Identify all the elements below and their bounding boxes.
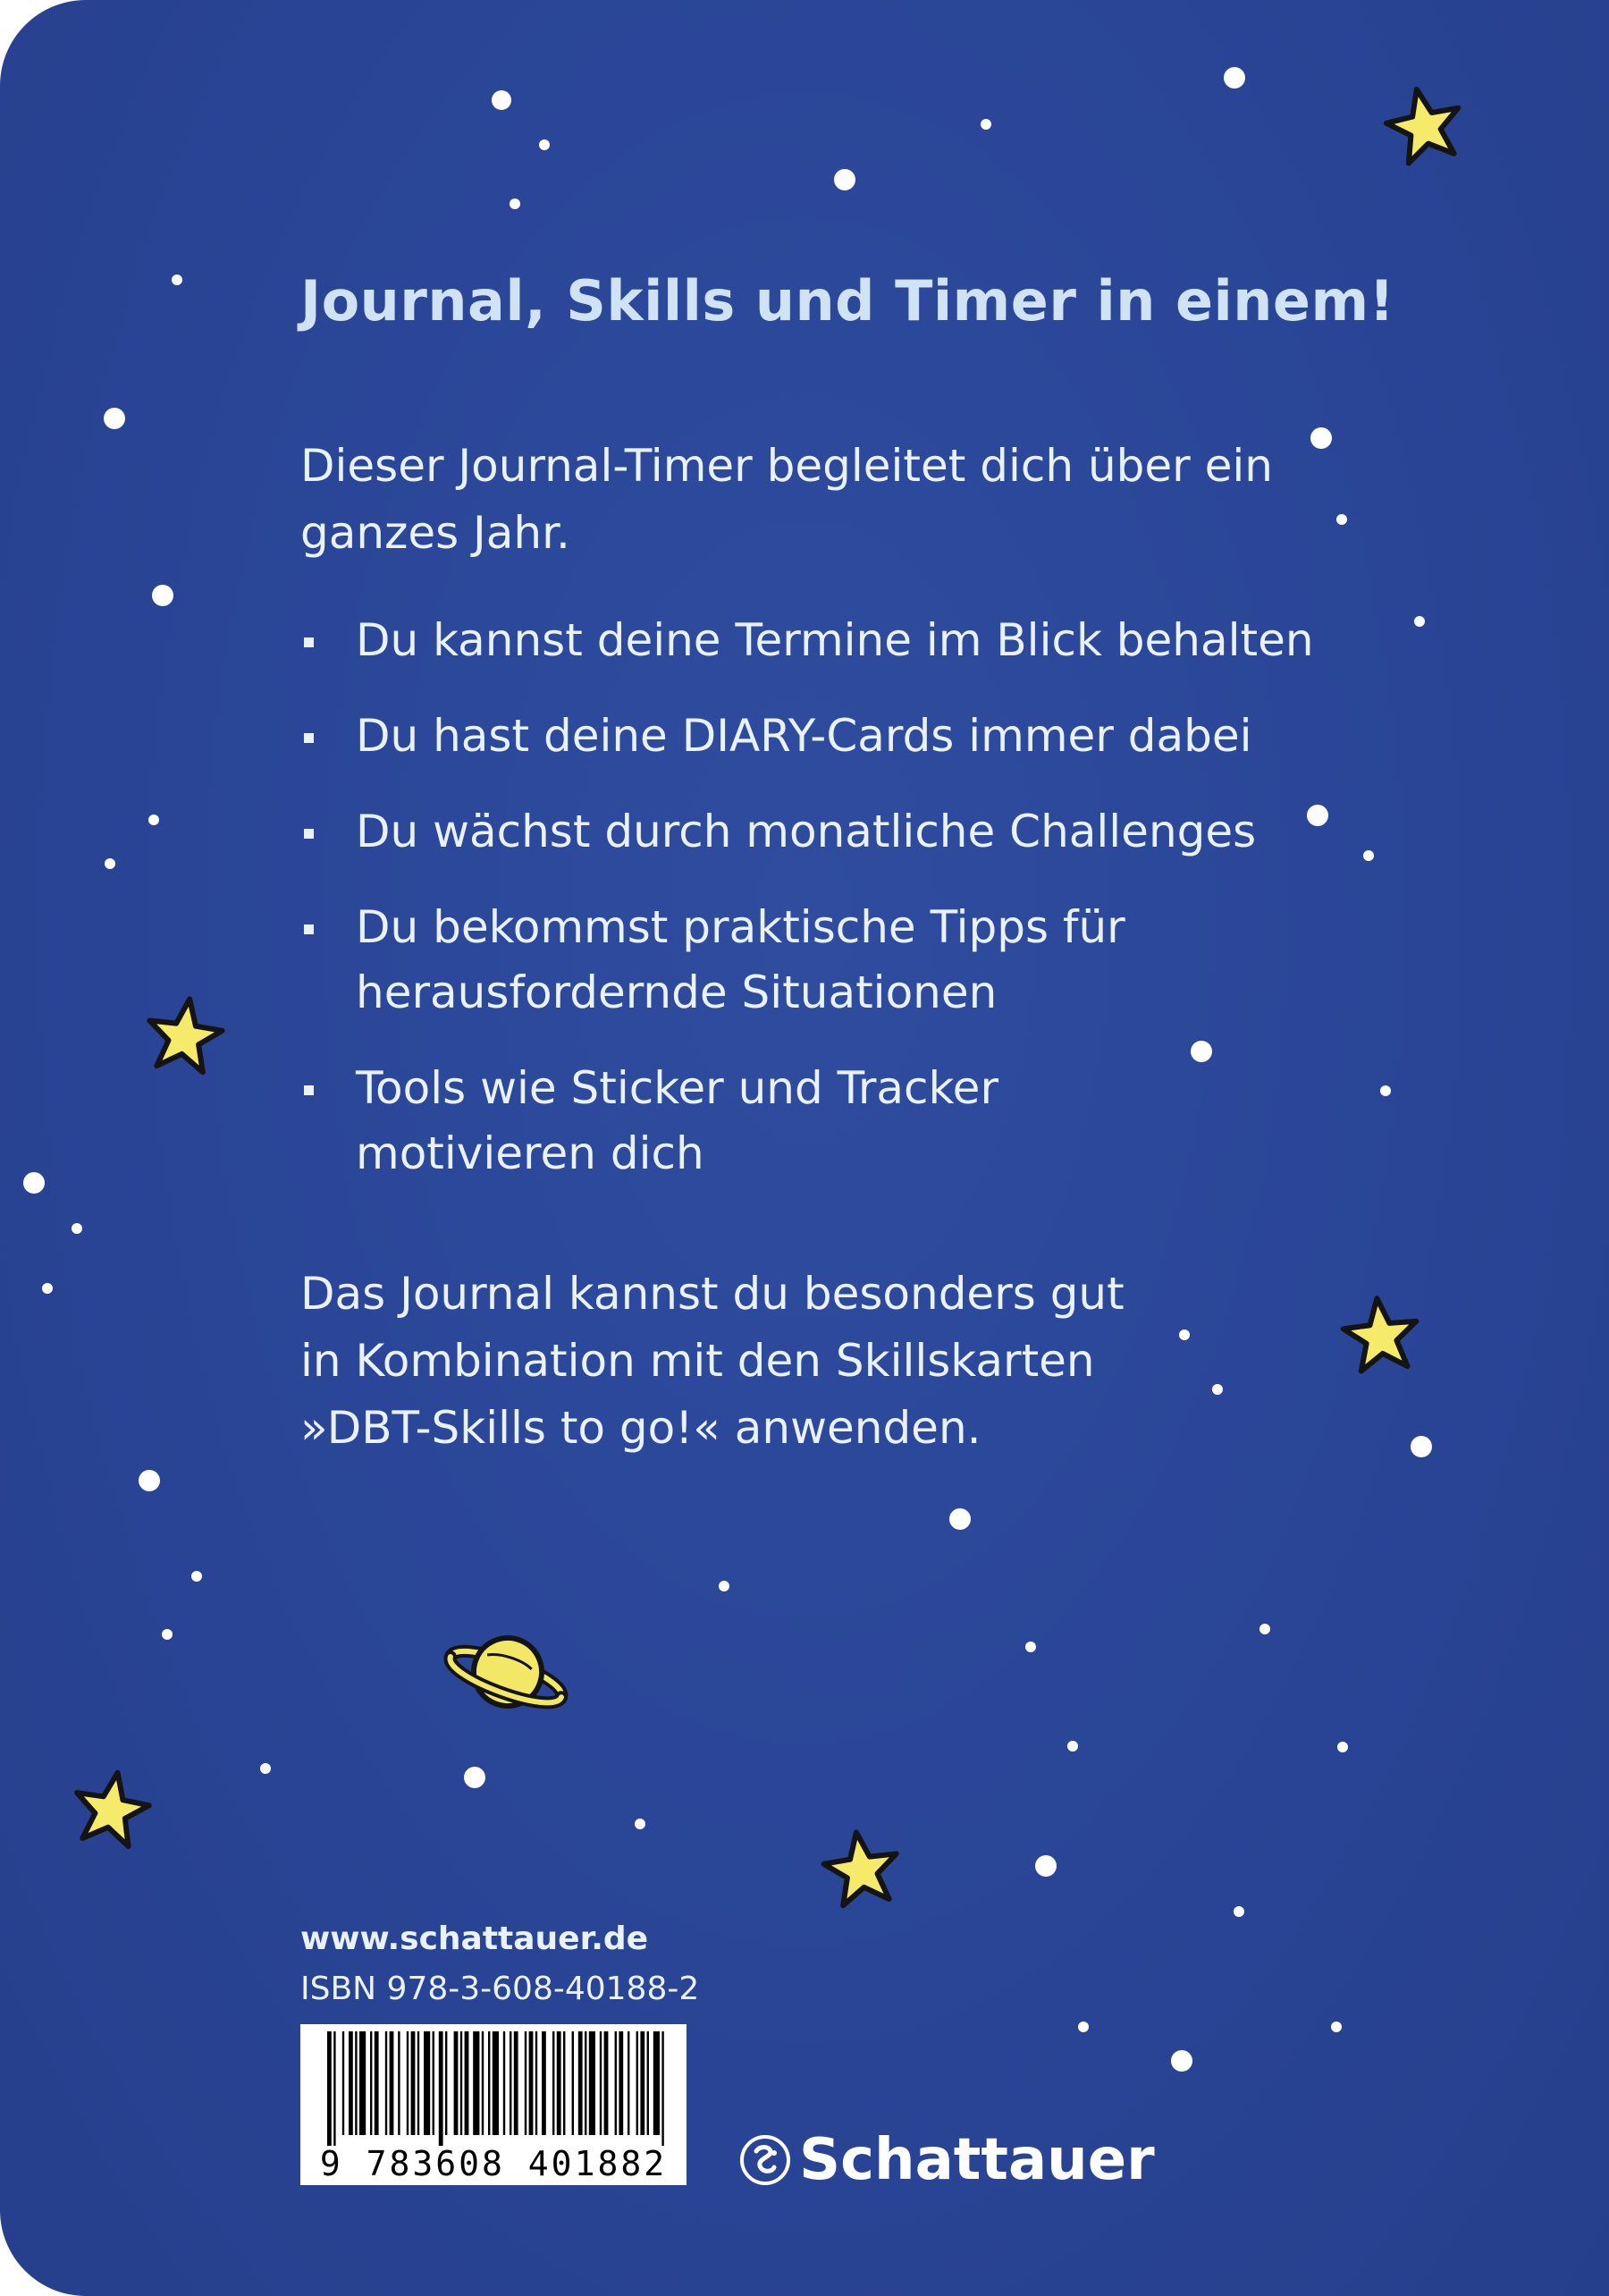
sky-dot <box>464 1767 485 1788</box>
barcode-bar <box>349 2031 353 2135</box>
barcode-bar <box>460 2031 462 2135</box>
sky-dot <box>1259 1624 1270 1634</box>
square-bullet-icon <box>304 637 314 647</box>
barcode-bar <box>433 2031 434 2135</box>
sky-dot <box>1179 1329 1190 1340</box>
feature-item <box>300 704 1373 769</box>
barcode-bar <box>552 2031 554 2135</box>
square-bullet-icon <box>304 733 314 743</box>
sky-dot <box>1078 2022 1089 2032</box>
feature-item <box>300 1056 1035 1186</box>
barcode-bar <box>503 2031 505 2135</box>
sky-dot <box>834 169 855 190</box>
sky-dot <box>1212 1384 1223 1395</box>
barcode-bar <box>653 2031 660 2135</box>
barcode-bar <box>529 2031 534 2135</box>
schattauer-seal-icon <box>738 2133 792 2187</box>
sky-dot <box>492 90 511 110</box>
barcode-bar <box>398 2031 400 2135</box>
sky-dot <box>1336 514 1347 525</box>
barcode-bar <box>563 2031 565 2135</box>
barcode-bar <box>375 2031 379 2135</box>
sky-dot <box>539 139 550 150</box>
sky-dot <box>139 1470 160 1491</box>
barcode-bar <box>488 2031 490 2135</box>
sky-dot <box>162 1629 173 1640</box>
barcode-bar <box>424 2031 430 2135</box>
publisher-name: Schattauer <box>799 2127 1155 2193</box>
feature-item <box>300 895 1160 1026</box>
sky-dot <box>1035 1855 1057 1877</box>
star-icon <box>1341 1295 1421 1372</box>
barcode-bar <box>572 2031 574 2135</box>
feature-text: Du kannst deine Termine im Blick behalten <box>356 614 1314 666</box>
sky-dot <box>42 1283 53 1294</box>
barcode-bar <box>600 2031 602 2135</box>
barcode-bar <box>342 2031 344 2135</box>
sky-dot <box>981 119 991 130</box>
planet-icon <box>441 1620 575 1725</box>
sky-dot <box>1337 1742 1348 1752</box>
barcode-bar <box>661 2031 663 2146</box>
feature-text: Du wächst durch monatliche Challenges <box>356 806 1257 857</box>
barcode-bar <box>525 2031 527 2135</box>
barcode-bar <box>355 2031 357 2135</box>
sky-dot <box>172 274 182 285</box>
barcode-bar <box>557 2031 561 2135</box>
barcode-bar <box>411 2031 416 2135</box>
barcode-bar <box>615 2031 617 2135</box>
barcode-bar <box>327 2031 332 2146</box>
sky-dot <box>152 585 173 606</box>
sky-dot <box>635 1819 645 1829</box>
sky-dot <box>1331 2022 1342 2032</box>
sky-dot <box>1380 1085 1391 1096</box>
sky-dot <box>1171 2050 1192 2072</box>
sky-dot <box>1025 1642 1036 1652</box>
barcode-bars <box>300 2024 687 2146</box>
square-bullet-icon <box>304 924 314 934</box>
star-icon <box>144 994 226 1075</box>
barcode-bar <box>578 2031 583 2135</box>
barcode-bar <box>333 2031 335 2146</box>
barcode-bar <box>482 2031 484 2135</box>
barcode-bar <box>445 2031 447 2135</box>
isbn-label: ISBN 978-3-608-40188-2 <box>300 1971 700 2007</box>
sky-dot <box>72 1223 82 1234</box>
sky-dot <box>719 1581 729 1591</box>
barcode-bar <box>585 2031 586 2135</box>
closing-paragraph: Das Journal kannst du besonders gut in Kombination mit den Skillskarten »DBT-Skills to go!« anwenden. <box>300 1268 1125 1454</box>
sky-dot <box>23 1172 45 1194</box>
headline: Journal, Skills und Timer in einem! <box>300 268 1395 333</box>
sky-dot <box>105 858 115 869</box>
sky-dot <box>260 1763 271 1774</box>
barcode-bar <box>604 2031 609 2135</box>
isbn-barcode <box>300 2024 687 2185</box>
barcode-bar <box>619 2031 623 2135</box>
star-icon <box>1381 81 1468 165</box>
barcode-bar <box>640 2031 644 2135</box>
feature-item <box>300 608 1373 673</box>
barcode-bar <box>514 2031 518 2135</box>
barcode-bar <box>454 2031 459 2135</box>
intro-paragraph: Dieser Journal-Timer begleitet dich über ein ganzes Jahr. <box>300 440 1273 559</box>
barcode-bar <box>542 2031 546 2135</box>
barcode-bar <box>510 2031 511 2135</box>
barcode-bar <box>370 2031 372 2135</box>
website-link[interactable]: www.schattauer.de <box>300 1920 649 1957</box>
barcode-bar <box>636 2031 638 2135</box>
barcode-bar <box>465 2031 469 2135</box>
barcode-bar <box>359 2031 366 2135</box>
barcode-bar <box>385 2031 387 2135</box>
barcode-digits: 9 783608 401882 <box>319 2144 668 2183</box>
barcode-bar <box>493 2031 499 2135</box>
sky-dot <box>510 198 520 209</box>
barcode-bar <box>473 2031 479 2135</box>
square-bullet-icon <box>304 829 314 839</box>
barcode-bar <box>439 2031 443 2146</box>
sky-dot <box>1310 427 1332 449</box>
sky-dot <box>1234 1906 1244 1917</box>
sky-dot <box>1414 616 1425 627</box>
barcode-bar <box>417 2031 419 2135</box>
sky-dot <box>104 408 125 429</box>
star-icon <box>820 1828 902 1908</box>
barcode-bar <box>390 2031 394 2135</box>
barcode-bar <box>628 2031 629 2135</box>
publisher-brand <box>738 2124 1155 2196</box>
sky-dot <box>1067 1741 1078 1752</box>
sky-dot <box>949 1508 971 1530</box>
feature-text: Du hast deine DIARY-Cards immer dabei <box>356 710 1252 762</box>
sky-dot <box>1411 1436 1432 1457</box>
star-icon <box>70 1767 154 1849</box>
barcode-bar <box>407 2031 409 2135</box>
barcode-bar <box>647 2031 649 2135</box>
sky-dot <box>191 1571 202 1582</box>
feature-list <box>300 608 1373 1217</box>
barcode-bar <box>535 2031 537 2135</box>
feature-item <box>300 799 1373 865</box>
feature-text: Du bekommst praktische Tipps für herausfordernde Situationen <box>356 901 1125 1018</box>
square-bullet-icon <box>304 1085 314 1095</box>
feature-text: Tools wie Sticker und Tracker motivieren dich <box>356 1062 998 1179</box>
sky-dot <box>148 815 159 825</box>
barcode-bar <box>589 2031 595 2135</box>
sky-dot <box>1224 67 1245 89</box>
